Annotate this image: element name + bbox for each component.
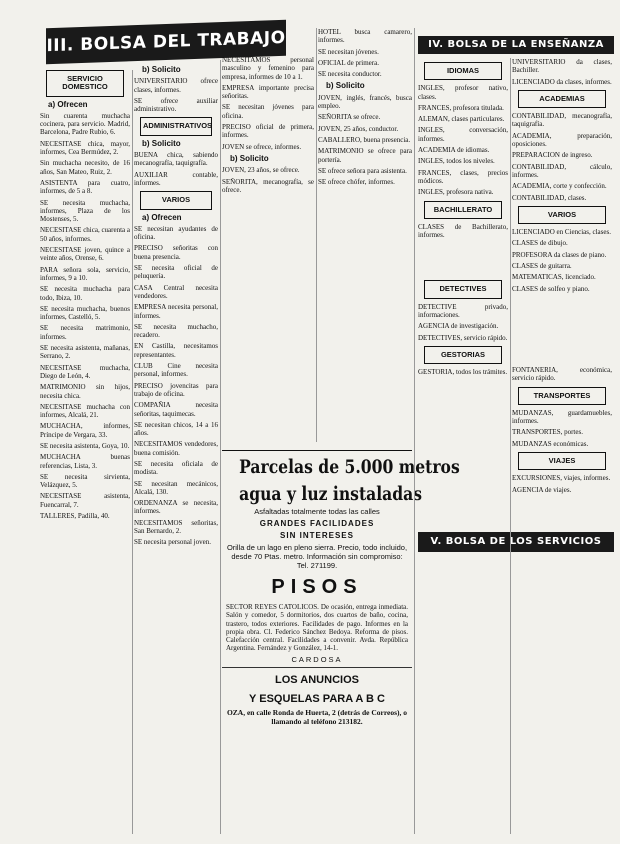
ad-body: Orilla de un lago en pleno sierra. Precio, todo incluido, desde 70 Ptas. metro. Información sin compromiso: Tel. 271199.: [226, 543, 408, 570]
classified-entry: SE necesita matrimonio, informes.: [40, 324, 130, 341]
classified-entry: CLASES de solfeo y piano.: [512, 284, 590, 293]
ad-footer-title: LOS ANUNCIOS: [275, 673, 359, 686]
ad-signoff: CARDOSA: [291, 654, 343, 664]
column-rule: [510, 58, 511, 834]
classified-entry: GESTORIA, todos los trámites.: [418, 368, 508, 377]
ad-footer-title: Y ESQUELAS PARA A B C: [249, 692, 385, 705]
ad-headline: Parcelas de 5.000 metros: [239, 456, 460, 478]
box-bachillerato: BACHILLERATO: [424, 201, 502, 219]
column-5: [418, 58, 508, 836]
classified-entry: DETECTIVE privado, informaciones.: [418, 302, 508, 320]
column-3: [222, 56, 314, 442]
classified-entry: SE necesitan mecánicos, Alcalá, 130.: [134, 479, 218, 496]
column-6: [512, 58, 612, 836]
banner-bolsa-ensenanza: IV. BOLSA DE LA ENSEÑANZA: [418, 36, 614, 54]
subheading-solicito: b) Solicito: [142, 65, 181, 74]
classified-entry: SE necesita muchacho, recadero.: [134, 322, 218, 340]
classified-entry: CLASES de guitarra.: [512, 262, 572, 271]
classified-entry: CONTABILIDAD, cálculo, informes.: [512, 162, 612, 179]
classified-entry: SE necesitan jóvenes.: [318, 47, 379, 56]
classified-entry: AGENCIA de viajes.: [512, 485, 572, 494]
column-rule: [132, 70, 133, 834]
classified-entry: OFICIAL de primera.: [318, 58, 379, 67]
column-rule: [220, 60, 221, 834]
classified-entry: SE necesitan jóvenes para oficina.: [222, 103, 314, 120]
classified-entry: JOVEN, 25 años, conductor.: [318, 124, 399, 133]
box-idiomas: IDIOMAS: [424, 62, 502, 80]
box-academias: ACADEMIAS: [518, 90, 606, 108]
classified-entry: SE necesita muchacha para todo, Ibiza, 10.: [40, 285, 130, 302]
classified-entry: PARA señora sola, servicio, informes, 9 a 10.: [40, 265, 130, 282]
column-1: [40, 66, 130, 836]
classified-entry: PRECISO oficial de primera, informes.: [222, 123, 314, 140]
column-2: [134, 62, 218, 836]
ad-pisos-body: SECTOR REYES CATOLICOS. De ocasión, entrega inmediata. Salón y comedor, 5 dormitorios, dos cuartos de baño, cocina, trastero, todos exteriores. Facilidades de pago. Informes en la propia obra. Cl. Federico Sánchez Bedoya. Reforma de pisos. Calefacción central. Facilidades a convenir. Avda. República Argentina. Fernández y González, 14-1.: [226, 603, 408, 653]
classified-entry: MUDANZAS, guardamuebles, informes.: [512, 408, 612, 426]
banner-bolsa-servicios: V. BOLSA DE LOS SERVICIOS: [418, 532, 614, 552]
classified-entry: CASA Central necesita vendedores.: [134, 283, 218, 300]
classified-entry: NECESITASE asistenta, Fuencarral, 7.: [40, 492, 130, 509]
classified-entry: SE necesita muchacha, informes, Plaza de los Mostenses, 5.: [40, 198, 130, 224]
classified-entry: CABALLERO, buena presencia.: [318, 135, 411, 144]
classified-entry: BUENA chica, sabiendo mecanografía, taquigrafía.: [134, 151, 218, 168]
classified-entry: CONTABILIDAD, mecanografía, taquigrafía.: [512, 112, 612, 129]
box-varios: VARIOS: [518, 206, 606, 224]
classified-entry: INGLES, profesora nativa.: [418, 188, 494, 197]
box-gestorias: GESTORIAS: [424, 346, 502, 364]
classified-entry: NECESITASE chica, mayor, informes, Cea Bermúdez, 2.: [40, 139, 130, 157]
classified-entry: MATEMATICAS, licenciado.: [512, 273, 596, 282]
classified-entry: ASISTENTA para cuatro, informes, de 5 a 8.: [40, 178, 130, 196]
classified-entry: NECESITASE muchacha, Diego de León, 4.: [40, 363, 130, 380]
classified-entry: Sin muchacha necesito, de 16 años, San Mateo, Ruiz, 2.: [40, 159, 130, 176]
subheading-solicito: b) Solicito: [230, 153, 269, 163]
classified-entry: FONTANERIA, económica, servicio rápido.: [512, 365, 612, 383]
classified-entry: SE necesita asistenta, mañanas, Serrano, 2.: [40, 344, 130, 361]
column-rule: [414, 28, 415, 834]
classified-entry: EMPRESA necesita personal, informes.: [134, 303, 218, 320]
classified-entry: SE necesita muchacha, buenos informes, Castelló, 5.: [40, 304, 130, 322]
classified-entry: CONTABILIDAD, clases.: [512, 193, 587, 202]
classified-entry: SE ofrece auxiliar administrativo.: [134, 96, 218, 114]
classified-entry: SE ofrece chófer, informes.: [318, 178, 395, 187]
classified-entry: ACADEMIA de idiomas.: [418, 146, 490, 155]
classified-entry: INGLES, todos los niveles.: [418, 157, 495, 166]
classified-entry: LICENCIADO da clases, informes.: [512, 77, 612, 86]
subheading-ofrecen: a) Ofrecen: [142, 212, 182, 222]
classified-entry: INGLES, profesor nativo, clases.: [418, 84, 508, 101]
classified-entry: SE necesita personal joven.: [134, 538, 211, 547]
classified-entry: Sin cuarenta muchacha cocinera, para servicio. Madrid, Barcelona, Padre Rubio, 6.: [40, 111, 130, 137]
ad-footer-body: OZA, en calle Ronda de Huerta, 2 (detrás de Correos), o llamando al teléfono 213182.: [226, 707, 408, 726]
box-detectives: DETECTIVES: [424, 280, 502, 298]
classified-entry: NECESITAMOS personal masculino y femenino para empresa, informes de 10 a 1.: [222, 56, 314, 81]
box-varios: VARIOS: [140, 191, 212, 209]
classified-entry: NECESITASE muchacha con informes, Alcalá, 21.: [40, 402, 130, 420]
subheading-solicito: b) Solicito: [326, 81, 365, 91]
classified-entry: UNIVERSITARIO da clases, Bachiller.: [512, 58, 612, 75]
classified-entry: FRANCES, profesora titulada.: [418, 103, 504, 112]
box-administrativos: ADMINISTRATIVOS: [140, 117, 212, 135]
classified-entry: ACADEMIA, preparación, oposiciones.: [512, 131, 612, 149]
classified-entry: NECESITASE joven, quince a veinte años, Orense, 6.: [40, 246, 130, 263]
classified-entry: HOTEL busca camarero, informes.: [318, 28, 412, 45]
subheading-ofrecen: a) Ofrecen: [48, 99, 88, 109]
classified-entry: SE necesita sirvienta, Velázquez, 5.: [40, 472, 130, 490]
classified-entry: MATRIMONIO se ofrece para portería.: [318, 147, 412, 164]
ad-line: GRANDES FACILIDADES: [259, 519, 375, 528]
classified-entry: CLASES de dibujo.: [512, 239, 568, 248]
display-advertisement: [222, 450, 460, 811]
classified-entry: SE necesita oficial de peluquería.: [134, 264, 218, 281]
classified-entry: UNIVERSITARIO ofrece clases, informes.: [134, 77, 218, 94]
classified-entry: FRANCES, clases, precios módicos.: [418, 168, 508, 185]
classified-entry: ACADEMIA, corte y confección.: [512, 182, 607, 191]
classified-entry: NECESITAMOS señoritas, San Bernardo, 2.: [134, 518, 218, 536]
banner-bolsa-trabajo: III. BOLSA DEL TRABAJO: [46, 20, 286, 64]
classified-entry: PREPARACION de ingreso.: [512, 151, 593, 160]
classified-entry: SE necesitan ayudantes de oficina.: [134, 224, 218, 242]
classified-entry: JOVEN, 23 años, se ofrece.: [222, 166, 300, 175]
classified-entry: CLUB Cine necesita personal, informes.: [134, 362, 218, 379]
classified-entry: ORDENANZA se necesita, informes.: [134, 499, 218, 516]
classified-entry: CLASES de Bachillerato, informes.: [418, 222, 508, 240]
classified-entry: MUCHACHA buenas referencias, Lista, 3.: [40, 453, 130, 470]
classified-entry: MATRIMONIO sin hijos, necesita chica.: [40, 383, 130, 400]
classified-entry: EMPRESA importante precisa señoritas.: [222, 83, 314, 101]
classified-entry: INGLES, conversación, informes.: [418, 126, 508, 143]
box-servicio-domestico: SERVICIO DOMESTICO: [46, 70, 124, 97]
classified-entry: PRECISO jovencitas para trabajo de oficina.: [134, 381, 218, 398]
classified-entry: TRANSPORTES, portes.: [512, 428, 583, 437]
classified-entry: MUCHACHA, informes, Príncipe de Vergara, 33.: [40, 422, 130, 439]
classified-entry: SEÑORITA, mecanografía, se ofrece.: [222, 177, 314, 194]
classified-entry: SE necesita asistenta, Goya, 10.: [40, 441, 130, 450]
classified-entry: SE necesita conductor.: [318, 70, 382, 79]
ad-pisos-title: PISOS: [271, 576, 363, 598]
classified-entry: NECESITAMOS vendedores, buena comisión.: [134, 440, 218, 457]
column-rule: [316, 28, 317, 442]
classified-entry: TALLERES, Padilla, 40.: [40, 512, 110, 521]
classified-entry: JOVEN, inglés, francés, busca empleo.: [318, 93, 412, 111]
column-4: [318, 28, 412, 442]
classified-entry: LICENCIADO en Ciencias, clases.: [512, 228, 611, 237]
classified-entry: ALEMAN, clases particulares.: [418, 115, 505, 124]
classified-entry: COMPAÑIA necesita señoritas, taquimecas.: [134, 401, 218, 418]
classified-entry: MUDANZAS económicas.: [512, 439, 589, 448]
box-transportes: TRANSPORTES: [518, 387, 606, 405]
classified-entry: SE ofrece señora para asistenta.: [318, 166, 407, 175]
classified-entry: DETECTIVES, servicio rápido.: [418, 333, 508, 342]
subheading-solicito: b) Solicito: [142, 138, 181, 148]
classified-entry: JOVEN se ofrece, informes.: [222, 142, 302, 151]
classified-entry: SEÑORITA se ofrece.: [318, 113, 381, 122]
classified-entry: NECESITASE chica, cuarenta a 50 años, informes.: [40, 226, 130, 243]
classified-entry: EN Castilla, necesitamos representantes.: [134, 342, 218, 359]
ad-line: Asfaltadas totalmente todas las calles: [254, 507, 380, 516]
classified-entry: SE necesita oficiala de modista.: [134, 459, 218, 477]
box-viajes: VIAJES: [518, 452, 606, 470]
classified-entry: AGENCIA de investigación.: [418, 322, 499, 331]
classified-entry: EXCURSIONES, viajes, informes.: [512, 474, 611, 483]
classified-entry: SE necesitan chicos, 14 a 16 años.: [134, 420, 218, 438]
classified-entry: AUXILIAR contable, informes.: [134, 170, 218, 187]
classified-entry: PRECISO señoritas con buena presencia.: [134, 244, 218, 261]
ad-headline: agua y luz instaladas: [239, 483, 423, 505]
classified-entry: PROFESORA da clases de piano.: [512, 250, 607, 259]
ad-line: SIN INTERESES: [280, 531, 354, 540]
